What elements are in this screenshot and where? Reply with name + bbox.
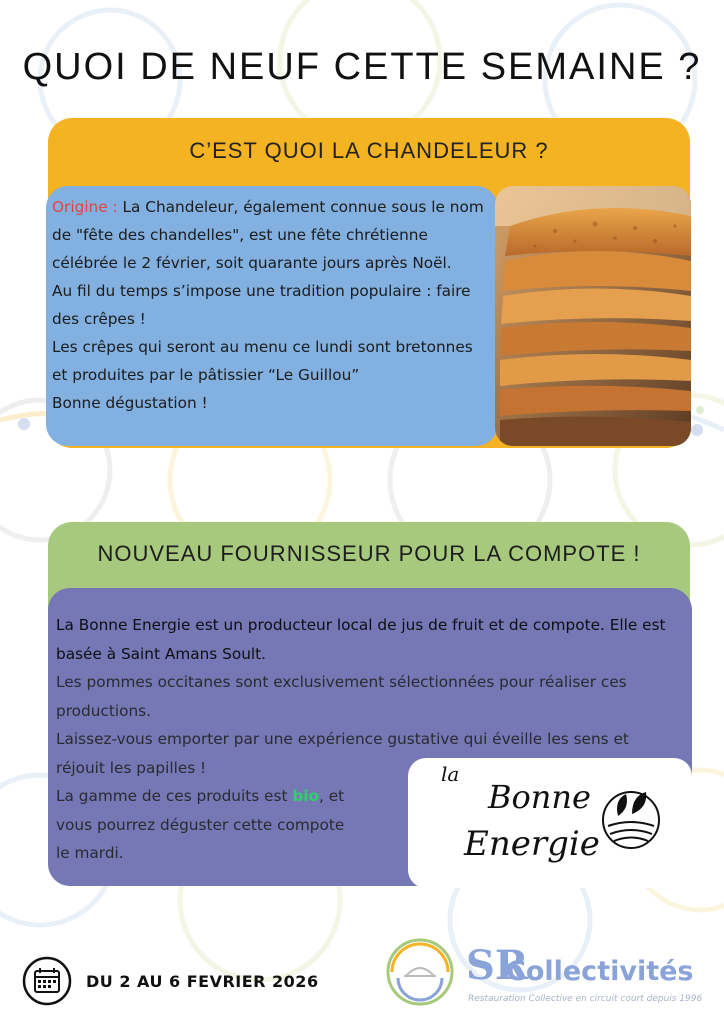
tradition-text: Au fil du temps s’impose une tradition populaire : faire des crêpes ! — [52, 282, 471, 328]
logo-word-bonne: Bonne — [488, 778, 591, 816]
page-title: QUOI DE NEUF CETTE SEMAINE ? — [22, 46, 702, 88]
origin-text: La Chandeleur, également connue sous le nom de "fête des chandelles", est une fête chrétienne célébrée le 2 février, soit quarante jours après Noël. — [52, 198, 484, 272]
bonne-energie-logo — [408, 758, 692, 888]
taste-text: vous pourrez déguster cette compote — [56, 815, 345, 834]
brand-initials: SR — [466, 942, 529, 989]
range-text: La gamme de ces produits est — [56, 787, 293, 805]
tray-emblem-icon — [384, 936, 456, 1008]
tasting-text: Bonne dégustation ! — [52, 394, 208, 412]
chandeleur-text — [52, 193, 492, 417]
apples-text: Les pommes occitanes sont exclusivement sélectionnées pour réaliser ces productions. — [56, 673, 627, 720]
bio-label: bio — [292, 787, 320, 805]
brand-tagline: Restauration Collective en circuit court depuis 1996 — [468, 994, 703, 1004]
menu-text: Les crêpes qui seront au menu ce lundi sont bretonnes et produites par le pâtissier “Le Guillou” — [52, 338, 473, 384]
logo-word-la: la — [441, 762, 460, 786]
brand-name: Collectivités — [506, 956, 694, 987]
day-text: le mardi. — [56, 844, 124, 862]
range-text-end: , et — [319, 787, 345, 805]
leaf-emblem-icon — [596, 782, 666, 852]
week-dates: DU 2 AU 6 FEVRIER 2026 — [86, 972, 319, 991]
calendar-icon — [22, 956, 72, 1006]
logo-word-energie: Energie — [464, 824, 600, 864]
experience-text: Laissez-vous emporter par une expérience gustative qui éveille les sens et réjouit les papilles ! — [56, 730, 629, 777]
crepes-photo — [495, 186, 691, 446]
origin-label: Origine : — [52, 198, 118, 216]
compote-title: NOUVEAU FOURNISSEUR POUR LA COMPOTE ! — [97, 541, 641, 566]
producer-text: La Bonne Energie est un producteur local de jus de fruit et de compote. Elle est basée à Saint Amans Soult. — [56, 616, 666, 663]
chandeleur-title: C’EST QUOI LA CHANDELEUR ? — [189, 138, 549, 163]
